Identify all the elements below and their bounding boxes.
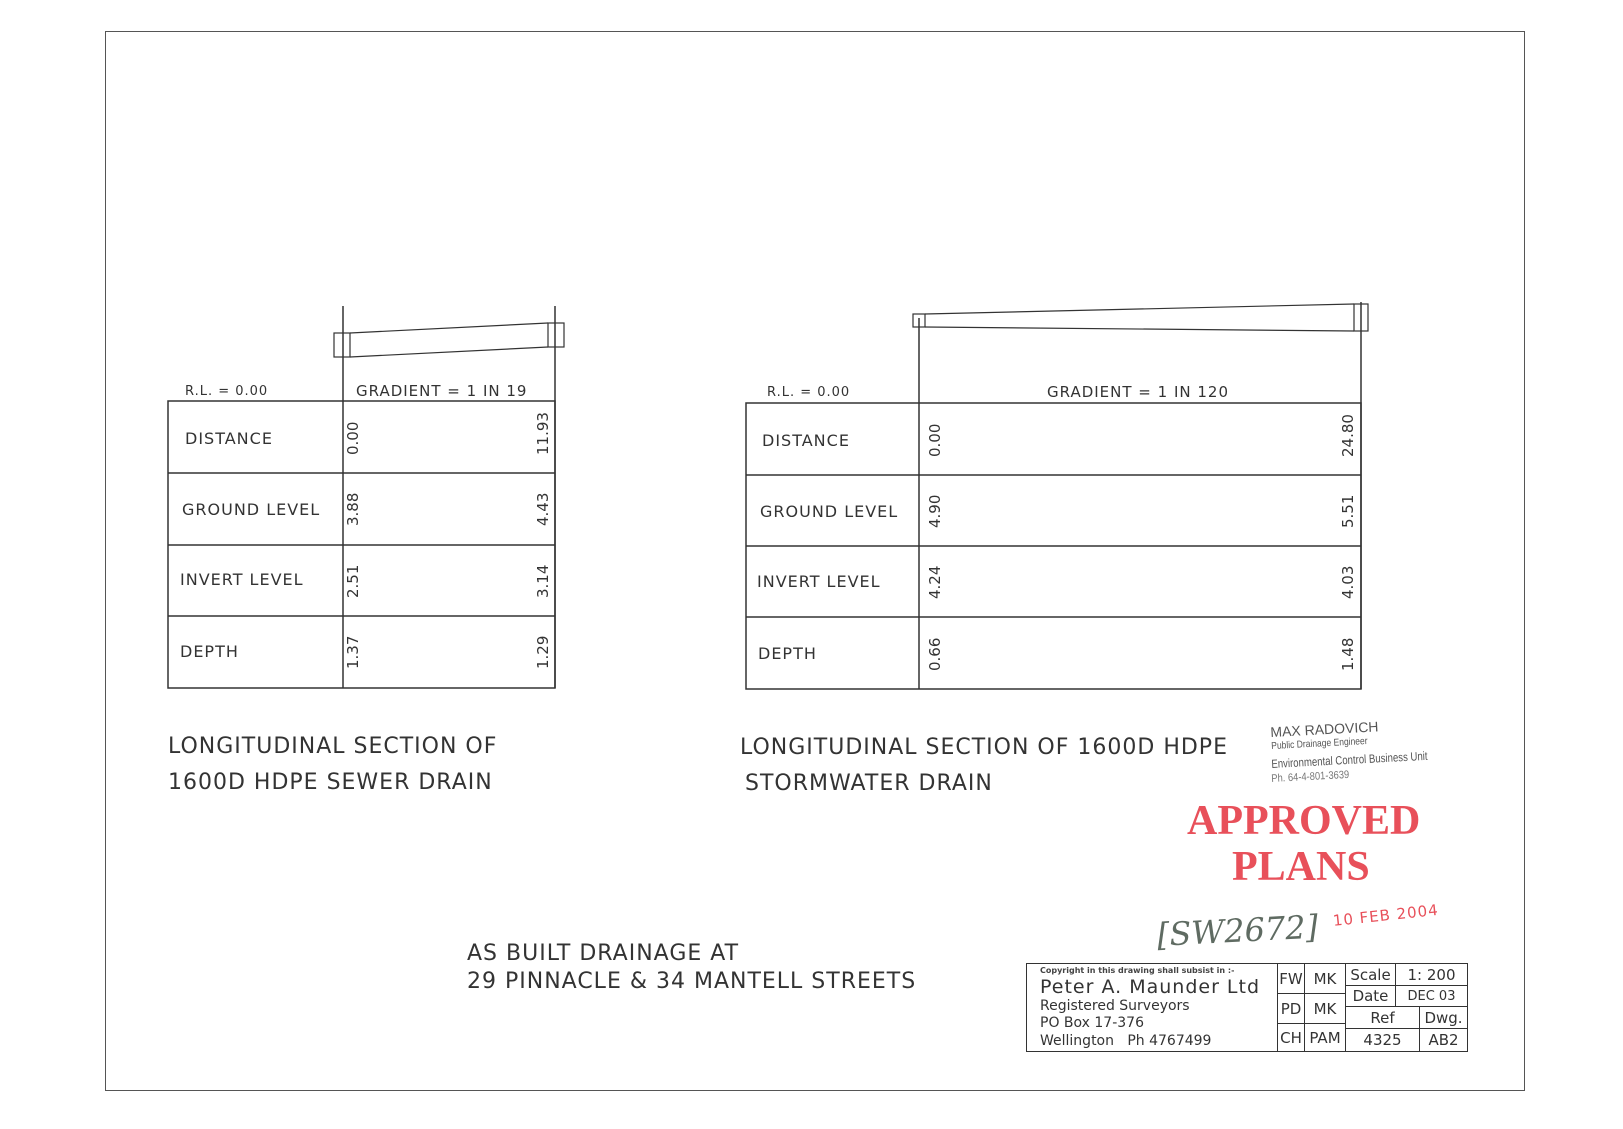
stormwater-row-label-invert-level: INVERT LEVEL	[757, 572, 881, 591]
sewer-caption-line1: LONGITUDINAL SECTION OF	[168, 734, 498, 759]
stormwater-ground-start: 4.90	[926, 494, 944, 528]
stormwater-row-label-distance: DISTANCE	[762, 431, 850, 450]
stormwater-invert-end: 4.03	[1339, 565, 1357, 599]
ref-value: 4325	[1345, 1028, 1420, 1052]
stormwater-depth-end: 1.48	[1339, 637, 1357, 671]
stormwater-ground-end: 5.51	[1339, 494, 1357, 528]
approved-stamp-line2: PLANS	[1232, 844, 1370, 890]
role-code-pd: PD	[1277, 993, 1305, 1024]
stormwater-row-label-ground-level: GROUND LEVEL	[760, 502, 899, 521]
dwg-label: Dwg.	[1419, 1006, 1468, 1029]
engineer-title: Public Drainage Engineer	[1271, 735, 1368, 752]
sewer-distance-end: 11.93	[534, 412, 552, 455]
scale-label: Scale	[1345, 963, 1396, 986]
company-line2: Registered Surveyors	[1040, 998, 1190, 1014]
engineer-name: MAX RADOVICH	[1270, 718, 1379, 740]
stormwater-caption-line1: LONGITUDINAL SECTION OF 1600D HDPE	[740, 735, 1228, 760]
drawing-title-line1: AS BUILT DRAINAGE AT	[467, 941, 740, 966]
handwritten-reference: [SW2672]	[1156, 907, 1319, 954]
stormwater-distance-start: 0.00	[926, 423, 944, 457]
sewer-row-label-ground-level: GROUND LEVEL	[182, 500, 321, 519]
copyright-notice: Copyright in this drawing shall subsist in :-	[1040, 966, 1235, 975]
company-line3: PO Box 17-376	[1040, 1015, 1144, 1031]
stormwater-caption-line2: STORMWATER DRAIN	[745, 771, 993, 796]
stormwater-invert-start: 4.24	[926, 565, 944, 599]
sewer-row-label-invert-level: INVERT LEVEL	[180, 570, 304, 589]
company-line4: Wellington Ph 4767499	[1040, 1033, 1212, 1049]
sewer-ground-end: 4.43	[534, 492, 552, 526]
sewer-rl-label: R.L. = 0.00	[185, 384, 269, 399]
stormwater-row-label-depth: DEPTH	[758, 644, 817, 663]
stormwater-gradient-label: GRADIENT = 1 IN 120	[1047, 383, 1229, 401]
role-initials-ch: PAM	[1304, 1023, 1346, 1052]
sewer-ground-start: 3.88	[344, 492, 362, 526]
engineer-unit: Environmental Control Business Unit	[1271, 748, 1428, 771]
scale-value: 1: 200	[1395, 963, 1468, 986]
sewer-depth-start: 1.37	[344, 635, 362, 669]
engineer-phone: Ph. 64-4-801-3639	[1271, 768, 1350, 785]
sewer-row-label-depth: DEPTH	[180, 642, 239, 661]
sewer-row-label-distance: DISTANCE	[185, 429, 273, 448]
role-initials-fw: MK	[1304, 963, 1346, 994]
approved-stamp-line1: APPROVED	[1187, 798, 1421, 844]
sewer-gradient-label: GRADIENT = 1 IN 19	[356, 382, 528, 400]
role-initials-pd: MK	[1304, 993, 1346, 1024]
sewer-caption-line2: 1600D HDPE SEWER DRAIN	[168, 770, 493, 795]
date-value: DEC 03	[1395, 985, 1468, 1007]
sewer-invert-start: 2.51	[344, 564, 362, 598]
ref-label: Ref	[1345, 1006, 1420, 1029]
sewer-distance-start: 0.00	[344, 421, 362, 455]
stormwater-rl-label: R.L. = 0.00	[767, 385, 851, 400]
company-name: Peter A. Maunder Ltd	[1040, 976, 1261, 998]
stormwater-depth-start: 0.66	[926, 637, 944, 671]
approval-date-stamp: 10 FEB 2004	[1332, 900, 1440, 930]
role-code-fw: FW	[1277, 963, 1305, 994]
dwg-value: AB2	[1419, 1028, 1468, 1052]
drawing-title-line2: 29 PINNACLE & 34 MANTELL STREETS	[467, 969, 917, 994]
stormwater-distance-end: 24.80	[1339, 414, 1357, 457]
sewer-depth-end: 1.29	[534, 635, 552, 669]
date-label: Date	[1345, 985, 1396, 1007]
role-code-ch: CH	[1277, 1023, 1305, 1052]
sewer-invert-end: 3.14	[534, 564, 552, 598]
